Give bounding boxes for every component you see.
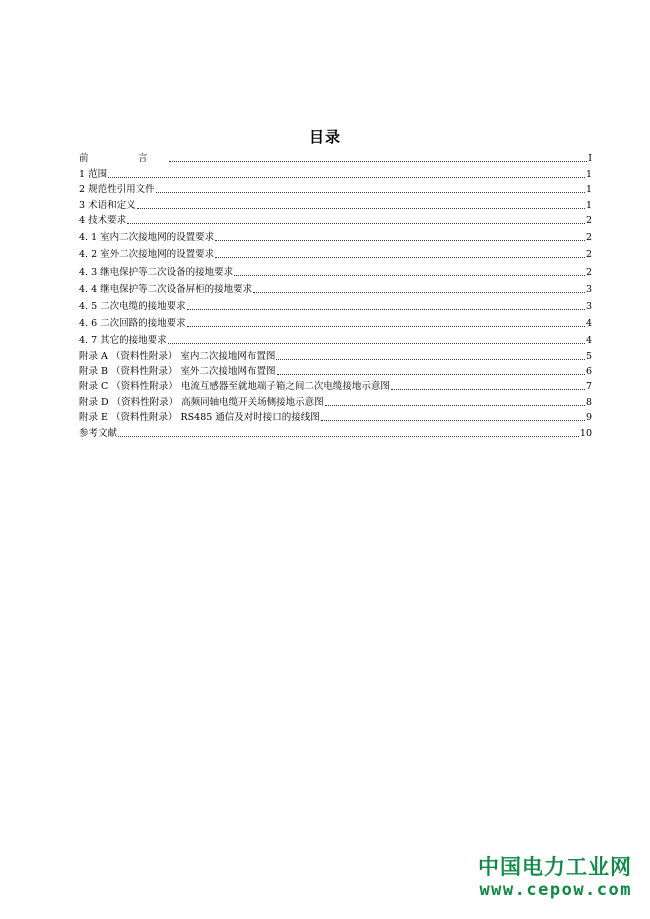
dot-leader <box>321 419 585 421</box>
dot-leader <box>156 191 585 193</box>
dot-leader <box>169 160 588 162</box>
toc-entry-page: 5 <box>585 350 592 362</box>
toc-entry-page: 8 <box>585 396 592 408</box>
toc-entry-label: 2 规范性引用文件 <box>79 184 155 196</box>
toc-entry <box>79 424 592 439</box>
toc-entry-label: 前 言 <box>79 153 168 165</box>
dot-leader <box>276 358 585 360</box>
toc-entry-label: 4. 6 二次回路的接地要求 <box>79 318 186 330</box>
toc-entry-label: 1 范围 <box>79 168 108 180</box>
toc-entry <box>79 150 592 165</box>
dot-leader <box>127 222 585 224</box>
toc-entry-page: 2 <box>585 232 592 244</box>
toc-entry <box>79 296 592 313</box>
toc-entry-page: 3 <box>585 300 592 312</box>
toc-entry <box>79 363 592 378</box>
toc-entry-label: 4. 2 室外二次接地网的设置要求 <box>79 249 215 261</box>
toc-entry-label: 4. 5 二次电缆的接地要求 <box>79 300 186 312</box>
toc-entry-page: 9 <box>585 412 592 424</box>
dot-leader <box>118 435 579 437</box>
toc-entry-label: 3 术语和定义 <box>79 199 136 211</box>
toc-entry <box>79 244 592 261</box>
toc-entry-page: 2 <box>585 214 592 226</box>
dot-leader <box>215 239 585 241</box>
toc-entry <box>79 196 592 211</box>
toc-entry <box>79 409 592 424</box>
toc-entry-label: 附录 A （资料性附录） 室内二次接地网布置图 <box>79 350 276 362</box>
toc-entry-label: 4. 3 继电保护等二次设备的接地要求 <box>79 266 234 278</box>
toc-entry <box>79 347 592 362</box>
toc-entry-label: 4 技术要求 <box>79 214 127 226</box>
toc-entry <box>79 330 592 347</box>
watermark-site-name: 中国电力工业网 <box>478 855 632 879</box>
toc-entry-page: I <box>588 153 592 165</box>
dot-leader <box>137 207 585 209</box>
toc-entry-label: 附录 E （资料性附录） RS485 通信及对时接口的接线图 <box>79 412 320 424</box>
toc-entry-label: 4. 4 继电保护等二次设备屏柜的接地要求 <box>79 283 253 295</box>
toc-title: 目录 <box>308 128 341 146</box>
toc-entry-label: 参考文献 <box>79 427 118 439</box>
dot-leader <box>168 342 585 344</box>
dot-leader <box>325 404 585 406</box>
toc-entry-page: 1 <box>585 184 592 196</box>
toc-entry-page: 3 <box>585 283 592 295</box>
toc-entry-page: 1 <box>585 168 592 180</box>
toc-entry-label: 附录 D （资料性附录） 高频同轴电缆开关场侧接地示意图 <box>79 396 324 408</box>
table-of-contents <box>79 150 592 440</box>
toc-entry-page: 7 <box>585 381 592 393</box>
dot-leader <box>253 291 585 293</box>
toc-entry-page: 4 <box>585 318 592 330</box>
toc-entry-label: 附录 C （资料性附录） 电流互感器至就地端子箱之间二次电缆接地示意图 <box>79 381 390 393</box>
toc-entry-label: 附录 B （资料性附录） 室外二次接地网布置图 <box>79 366 276 378</box>
toc-entry <box>79 393 592 408</box>
toc-entry-page: 10 <box>579 427 592 439</box>
toc-entry <box>79 227 592 244</box>
dot-leader <box>108 176 585 178</box>
toc-entry <box>79 181 592 196</box>
toc-entry <box>79 378 592 393</box>
dot-leader <box>277 373 585 375</box>
toc-entry-label: 4. 7 其它的接地要求 <box>79 335 167 347</box>
toc-entry-page: 2 <box>585 266 592 278</box>
dot-leader <box>187 308 585 310</box>
dot-leader <box>234 274 585 276</box>
toc-entry <box>79 313 592 330</box>
watermark-site-url: www.cepow.com <box>479 880 632 900</box>
toc-entry <box>79 165 592 180</box>
toc-entry <box>79 279 592 296</box>
toc-entry-page: 1 <box>585 199 592 211</box>
dot-leader <box>391 388 585 390</box>
toc-entry-label: 4. 1 室内二次接地网的设置要求 <box>79 232 215 244</box>
toc-entry <box>79 212 592 227</box>
dot-leader <box>187 325 585 327</box>
toc-entry-page: 2 <box>585 249 592 261</box>
toc-entry-page: 4 <box>585 335 592 347</box>
toc-entry-page: 6 <box>585 366 592 378</box>
dot-leader <box>215 256 585 258</box>
toc-entry <box>79 261 592 278</box>
